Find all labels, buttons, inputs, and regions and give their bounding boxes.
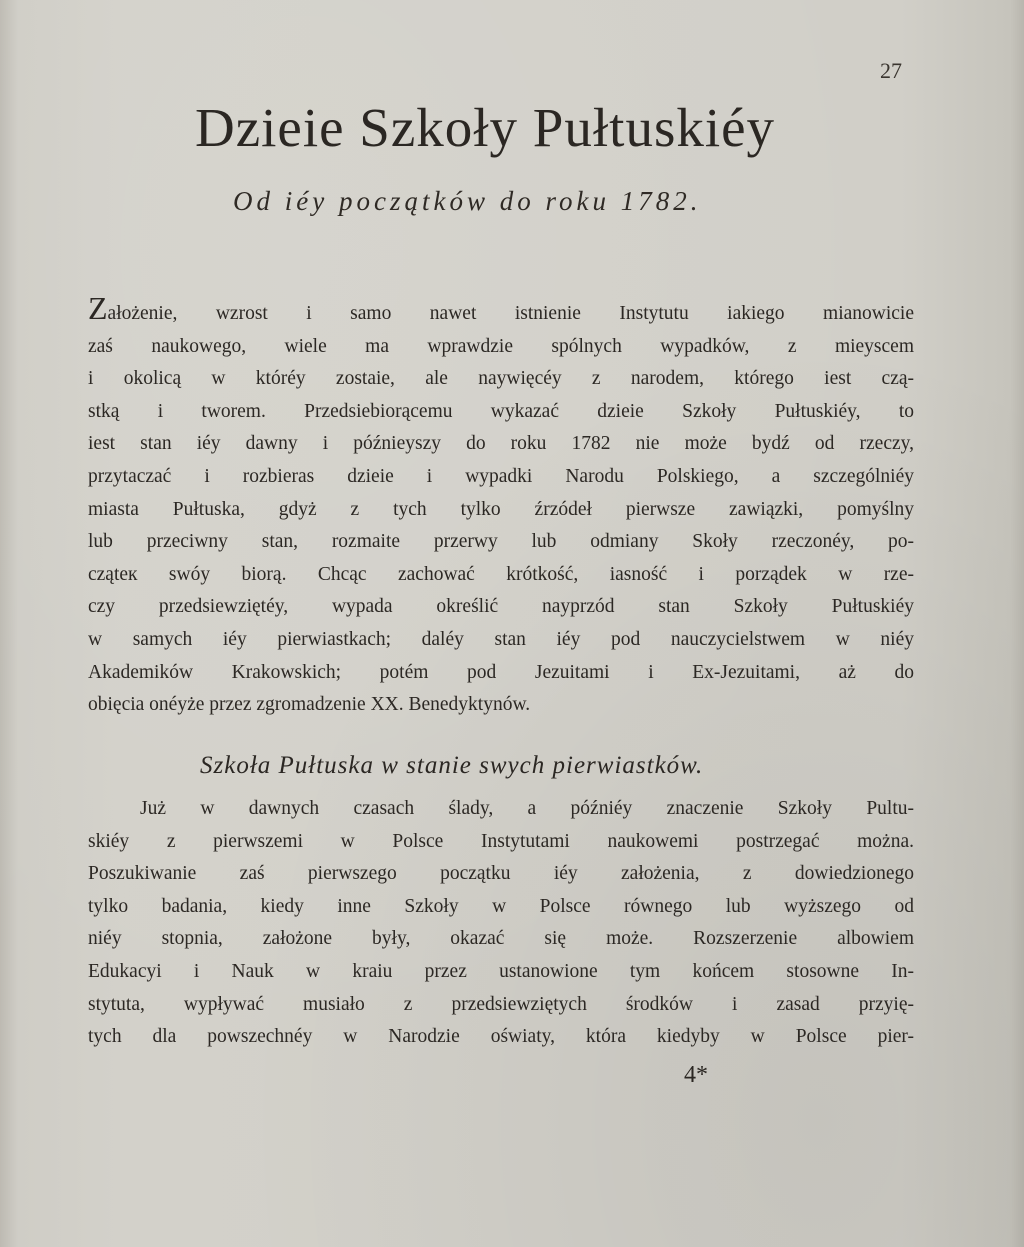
printer-signature: 4* [684,1062,708,1088]
text-line: Akademików Krakowskich; potém pod Jezuitami i Ex-Jezuitami, aż do [88,661,914,683]
text-line: Edukacyi i Nauk w kraiu przez ustanowione tym końcem stosowne In- [88,960,914,982]
text-line: w samych iéy pierwiastkach; daléy stan iéy pod nauczycielstwem w niéy [88,628,914,650]
text-line: obięcia onéyże przez zgromadzenie XX. Benedyktynów. [88,694,531,716]
text-line: czy przedsiewziętéy, wypada określić nayprzód stan Szkoły Pułtuskiéy [88,596,914,618]
text-line: zaś naukowego, wiele ma wprawdzie spólnych wypadków, z mieyscem [88,335,914,357]
text-line: skiéy z pierwszemi w Polsce Instytutami naukowemi postrzegać można. [88,830,914,852]
text-line: tylko badania, kiedy inne Szkoły w Polsce równego lub wyższego od [88,895,914,917]
page-title: Dzieie Szkoły Pułtuskiéy [195,97,776,158]
text-line: miasta Pułtuska, gdyż z tych tylko źrzódeł pierwsze zawiązki, pomyślny [88,498,914,520]
text-line: i okolicą w któréy zostaie, ale naywięcéy z narodem, którego iest czą- [88,368,914,390]
text-line: Już w dawnych czasach ślady, a późniéy znaczenie Szkoły Pultu- [140,798,914,819]
text-line: Poszukiwanie zaś pierwszego początku iéy założenia, z dowiedzionego [88,863,914,885]
text-line-content: ałożenie, wzrost i samo nawet istnienie Instytutu iakiego mianowicie [107,303,914,324]
text-line: niéy stopnia, założone były, okazać się może. Rozszerzenie albowiem [88,928,914,950]
text-line: stką i tworem. Przedsiebiorącemu wykazać dzieie Szkoły Pułtuskiéy, to [88,400,914,422]
page-subtitle: Od iéy początków do roku 1782. [233,186,702,216]
section-heading: Szkoła Pułtuska w stanie swych pierwiastków. [200,752,704,779]
text-line [88,290,914,331]
drop-cap: Z [88,290,108,326]
text-line: cząteк swóy biorą. Chcąc zachować krótkość, iasność i porządek w rze- [88,563,914,585]
text-line: przytaczać i rozbieras dzieie i wypadki Narodu Polskiego, a szczególniéy [88,465,914,487]
text-line: tych dla powszechnéy w Narodzie oświaty, która kiedyby w Polsce pier- [88,1026,914,1048]
text-line: lub przeciwny stan, rozmaite przerwy lub odmiany Skoły rzeczonéy, po- [88,531,914,553]
paragraph-intro [88,290,914,722]
text-line: iest stan iéy dawny i późnieyszy do roku 1782 nie może bydź od rzeczy, [88,433,914,455]
paragraph-section [88,793,914,1054]
page-number: 27 [880,58,902,83]
text-line: stytuta, wypływać musiało z przedsiewziętych środków i zasad przyię- [88,993,914,1015]
